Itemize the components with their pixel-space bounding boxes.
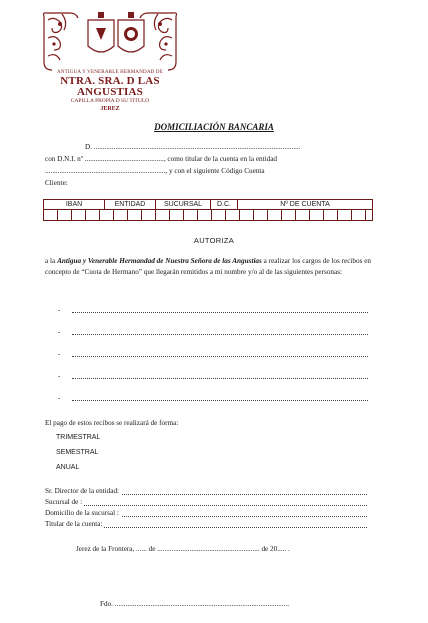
digit-box[interactable] [142,210,156,221]
branch-address-field[interactable] [45,509,367,519]
digit-box[interactable] [282,210,296,221]
iban-header: IBAN [44,200,105,210]
auth-rest: a realizar los cargos de los recibos en concepto de “Cuota de Hermano” que llegarán remitidos a mi nombre y/o al de las siguientes personas: [45,257,371,276]
fill-rule [72,312,368,313]
digit-box[interactable] [254,210,268,221]
auth-prefix: a la [45,257,58,265]
digit-box[interactable] [226,210,240,221]
account-holder-label: Titular de la cuenta: [45,520,103,528]
digit-box[interactable] [44,210,58,221]
holder-line[interactable] [45,142,371,153]
digit-box[interactable] [156,210,170,221]
entity-line[interactable]: ..................................................................., y con el siguiente Código Cuenta [45,167,265,175]
brotherhood-name: Antigua y Venerable Hermandad de Nuestra Señora de las Angustias [57,257,262,265]
digit-box[interactable] [268,210,282,221]
digit-box[interactable] [128,210,142,221]
option-anual[interactable]: ANUAL [56,464,80,471]
fill-rule [72,400,368,401]
digit-box[interactable] [338,210,352,221]
account-digits-row[interactable] [44,210,373,221]
holder-prefix: D. [85,143,94,151]
digit-box[interactable] [184,210,198,221]
digit-box[interactable] [310,210,324,221]
director-field[interactable] [45,487,367,497]
bullet-dash: - [58,306,61,314]
person-line-1[interactable] [58,306,368,316]
bullet-dash: - [58,328,61,336]
digit-box[interactable] [296,210,310,221]
holder-dots: ................................................................................................................... [93,143,301,151]
logo-line2: NTRA. SRA. D LAS ANGUSTIAS [60,75,160,98]
fill-rule [72,334,368,335]
fill-rule [45,505,367,506]
person-line-5[interactable] [58,394,368,404]
account-digits-table[interactable] [43,209,373,221]
branch-address-label: Domicilio de la sucursal : [45,509,119,517]
account-holder-field[interactable] [45,520,367,530]
entidad-header: ENTIDAD [105,200,156,210]
account-number-header: Nº DE CUENTA [238,200,373,210]
person-line-2[interactable] [58,328,368,338]
logo-line3: CAPILLA PROPIA D SU TITULO [70,98,150,104]
option-trimestral[interactable]: TRIMESTRAL [56,434,101,441]
digit-box[interactable] [86,210,100,221]
director-label: Sr. Director de la entidad: [45,487,120,495]
logo-line4: JEREZ [100,105,120,112]
autoriza-heading: AUTORIZA [193,236,235,245]
digit-box[interactable] [240,210,254,221]
branch-label: Sucursal de : [45,498,83,506]
digit-box[interactable] [324,210,338,221]
person-line-4[interactable] [58,372,368,382]
signature-line[interactable]: Fdo. ................................................................................................. [100,600,290,608]
digit-box[interactable] [100,210,114,221]
digit-box[interactable] [72,210,86,221]
option-semestral[interactable]: SEMESTRAL [56,449,99,456]
digit-box[interactable] [170,210,184,221]
page-title: DOMICILIACIÓN BANCARIA [154,122,274,132]
client-label: Cliente: [45,179,68,187]
digit-box[interactable] [366,210,373,221]
dc-header: D.C. [211,200,238,210]
logo-caption [40,70,180,112]
place-date-line[interactable]: Jerez de la Frontera, ...... de ......................................................... de 20..... . [76,545,290,553]
account-header-row [44,200,373,210]
fill-rule [72,378,368,379]
sucursal-header: SUCURSAL [156,200,211,210]
branch-field[interactable] [45,498,367,508]
digit-box[interactable] [352,210,366,221]
fill-rule [72,356,368,357]
bullet-dash: - [58,372,61,380]
payment-intro: El pago de estos recibos se realizará de forma: [45,419,179,427]
dni-line[interactable]: con D.N.I. nº ............................................, como titular de la cuenta en la entidad [45,155,277,163]
digit-box[interactable] [198,210,212,221]
logo-line1: ANTIGUA Y VENERABLE HERMANDAD DE [57,70,163,75]
digit-box[interactable] [58,210,72,221]
bullet-dash: - [58,394,61,402]
bullet-dash: - [58,350,61,358]
person-line-3[interactable] [58,350,368,360]
digit-box[interactable] [212,210,226,221]
digit-box[interactable] [114,210,128,221]
authorization-text [45,256,371,278]
